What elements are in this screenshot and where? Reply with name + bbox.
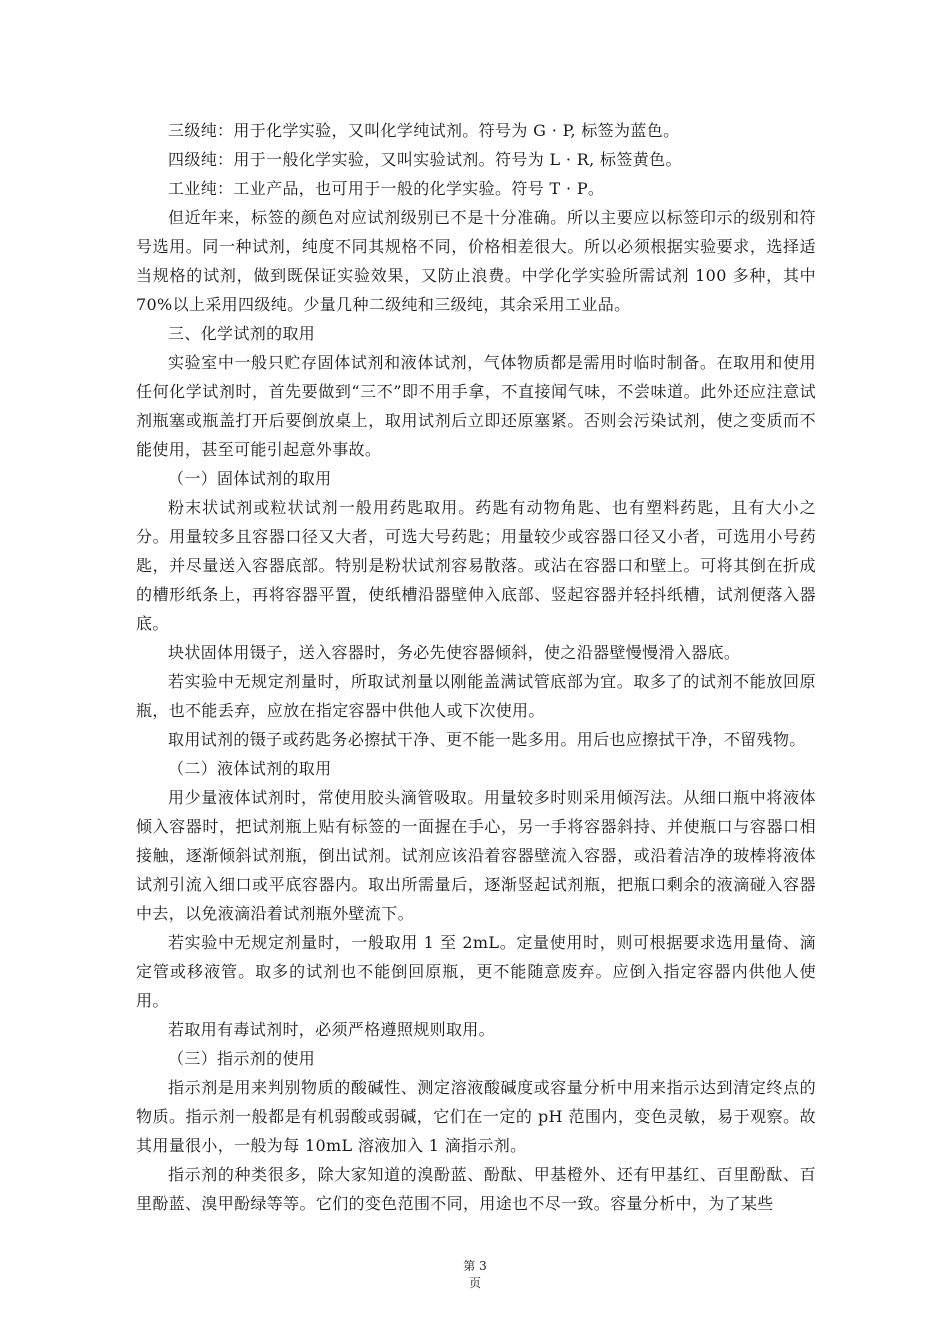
subsection-heading-indicator: （三）指示剂的使用 [168,1049,316,1068]
paragraph-indicator-types: 指示剂的种类很多，除大家知道的溴酚蓝、酚酞、甲基橙外、还有甲基红、百里酚酞、百里酚蓝、溴甲酚绿等等。它们的变色范围不同，用途也不尽一致。容量分析中，为了某些 [136,1165,816,1213]
paragraph-grade3: 三级纯：用于化学实验，又叫化学纯试剂。符号为 G · P, 标签为蓝色。 [168,121,680,140]
paragraph-clean-tools: 取用试剂的镊子或药匙务必擦拭干净、更不能一匙多用。用后也应擦拭干净，不留残物。 [168,730,806,749]
subsection-heading-liquid: （二）液体试剂的取用 [168,759,332,778]
section-heading-reagent-use: 三、化学试剂的取用 [168,324,316,343]
paragraph-grade4: 四级纯：用于一般化学实验，又叫实验试剂。符号为 L · R, 标签黄色。 [168,150,682,169]
subsection-heading-solid: （一）固体试剂的取用 [168,469,332,488]
paragraph-powder: 粉末状试剂或粒状试剂一般用药匙取用。药匙有动物角匙、也有塑料药匙，且有大小之分。用量较多且容器口径又大者，可选大号药匙；用量较少或容器口径又小者，可选用小号药匙，并尽量送入容器底部。特别是粉状试剂容易散落。或沾在容器口和壁上。可将其倒在折成的槽形纸条上，再将容器平置，使纸槽沿器壁伸入底部、竖起容器并轻抖纸槽，试剂便落入器底。 [136,498,816,633]
paragraph-no-dosage-solid: 若实验中无规定剂量时，所取试剂量以刚能盖满试管底部为宜。取多了的试剂不能放回原瓶，也不能丢弃，应放在指定容器中供他人或下次使用。 [136,672,816,720]
page-number-line1: 第 3 [463,1259,487,1273]
paragraph-toxic: 若取用有毒试剂时，必须严格遵照规则取用。 [168,1020,496,1039]
document-body [136,116,816,1218]
page-number-line2: 页 [468,1276,481,1290]
paragraph-industrial: 工业纯：工业产品，也可用于一般的化学实验。符号 T · P。 [168,179,605,198]
paragraph-storage: 实验室中一般只贮存固体试剂和液体试剂，气体物质都是需用时临时制备。在取用和使用任何化学试剂时，首先要做到“三不”即不用手拿，不直接闻气味，不尝味道。此外还应注意试剂瓶塞或瓶盖打开后要倒放桌上，取用试剂后立即还原塞紧。否则会污染试剂，使之变质而不能使用，甚至可能引起意外事故。 [136,353,816,459]
paragraph-label-colors: 但近年来，标签的颜色对应试剂级别已不是十分准确。所以主要应以标签印示的级别和符号选用。同一种试剂，纯度不同其规格不同，价格相差很大。所以必须根据实验要求，选择适当规格的试剂，做到既保证实验效果，又防止浪费。中学化学实验所需试剂 100 多种，其中 70%以上采用四级纯。少量几种二级纯和三级纯，其余采用工业品。 [136,208,816,314]
paragraph-indicator-definition: 指示剂是用来判别物质的酸碱性、测定溶液酸碱度或容量分析中用来指示达到清定终点的物质。指示剂一般都是有机弱酸或弱碱，它们在一定的 pH 范围内，变色灵敏，易于观察。故其用量很小，一般为每 10mL 溶液加入 1 滴指示剂。 [136,1078,816,1155]
paragraph-block-solid: 块状固体用镊子，送入容器时，务必先使容器倾斜，使之沿器壁慢慢滑入器底。 [168,643,741,662]
page-number [0,1258,950,1292]
paragraph-pouring: 用少量液体试剂时，常使用胶头滴管吸取。用量较多时则采用倾泻法。从细口瓶中将液体倾入容器时，把试剂瓶上贴有标签的一面握在手心，另一手将容器斜持、并使瓶口与容器口相接触，逐渐倾斜试剂瓶，倒出试剂。试剂应该沿着容器壁流入容器，或沿着洁净的玻棒将液体试剂引流入细口或平底容器内。取出所需量后，逐渐竖起试剂瓶，把瓶口剩余的液滴碰入容器中去，以免液滴沿着试剂瓶外壁流下。 [136,788,816,923]
paragraph-no-dosage-liquid: 若实验中无规定剂量时，一般取用 1 至 2mL。定量使用时，则可根据要求选用量倚、滴定管或移液管。取多的试剂也不能倒回原瓶，更不能随意废弃。应倒入指定容器内供他人使用。 [136,933,816,1010]
